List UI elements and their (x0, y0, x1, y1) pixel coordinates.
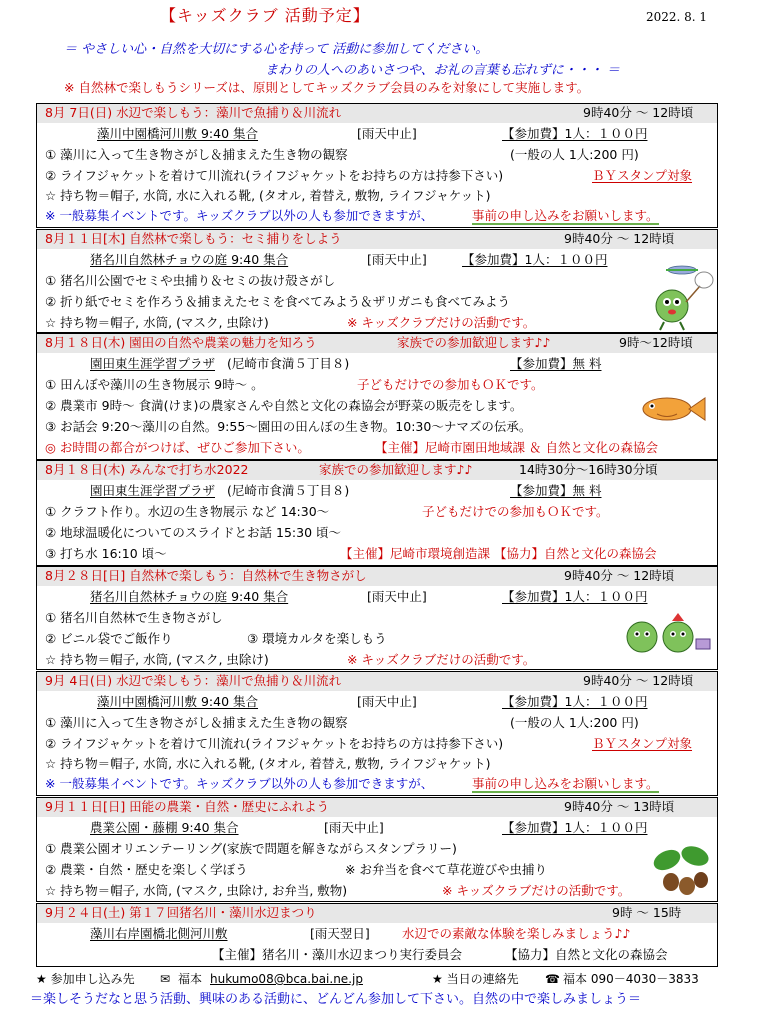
email-link[interactable]: hukumo08@bca.bai.ne.jp (210, 972, 363, 986)
event-place: 猪名川自然林チョウの庭 9:40 集合 (90, 252, 289, 267)
event-sep-11 (36, 797, 718, 902)
event-aug-7 (36, 103, 718, 228)
event-organizer: 【主催】猪名川・藻川水辺まつり実行委員会 (212, 947, 463, 962)
intro-line-2: まわりの人へのあいさつや、お礼の言葉も忘れずに・・・ ＝ (265, 63, 620, 78)
event-fee-general: (一般の人 1人:200 円) (510, 715, 639, 730)
event-line-1: ① 猪名川公園でセミや虫捕り＆セミの抜け殻さがし (45, 273, 336, 288)
event-line-2: ② ライフジャケットを着けて川流れ(ライフジャケットをお持ちの方は持参下さい) (45, 736, 504, 751)
page-title: 【キッズクラブ 活動予定】 (160, 6, 370, 25)
event-fee: 【参加費】1人：１００円 (502, 820, 648, 835)
event-heading: 9月２４日(土) 第１７回猪名川・藻川水辺まつり (45, 905, 317, 920)
event-tagline: 水辺での素敵な体験を楽しみましょう♪♪ (402, 926, 631, 941)
event-line-3: ☆ 持ち物＝帽子, 水筒, (マスク, 虫除け) (45, 315, 269, 330)
event-sep-24 (36, 903, 718, 967)
event-place: 猪名川自然林チョウの庭 9:40 集合 (90, 589, 289, 604)
event-place-address: (尼崎市食満５丁目８) (227, 483, 350, 498)
event-line-1: ① 猪名川自然林で生き物さがし (45, 610, 223, 625)
event-time: 9時40分 ～ 12時頃 (564, 231, 675, 246)
event-kids-only: ※ キッズクラブだけの活動です。 (347, 315, 536, 330)
event-line-3: ③ 打ち水 16:10 頃～ (45, 546, 167, 561)
event-rain: [雨天中止] (357, 126, 417, 141)
event-place: 藻川右岸園橋北側河川敷 (90, 926, 228, 941)
event-kids-ok: 子どもだけでの参加もＯＫです。 (422, 504, 609, 519)
event-heading: 8月２８日[日] 自然林で楽しもう：自然林で生き物さがし (45, 568, 367, 583)
by-stamp-label: ＢＹスタンプ対象 (592, 168, 693, 183)
event-line-1: ① クラフト作り。水辺の生き物展示 など 14:30～ (45, 504, 330, 519)
event-sep-4 (36, 671, 718, 796)
event-line-2: ② ライフジャケットを着けて川流れ(ライフジャケットをお持ちの方は持参下さい) (45, 168, 504, 183)
event-line-4-highlight: 事前の申し込みをお願いします。 (472, 776, 659, 791)
event-heading: 8月１８日(木) みんなで打ち水2022 (45, 462, 249, 477)
event-kids-only: ※ キッズクラブだけの活動です。 (442, 883, 631, 898)
event-time: 9時40分 ～ 12時頃 (583, 673, 694, 688)
event-heading: 9月１１日[日] 田能の農業・自然・歴史にふれよう (45, 799, 330, 814)
event-time: 14時30分～16時30分頃 (519, 462, 658, 477)
event-line-3: ③ お話会 9:20～藻川の自然。9:55～園田の田んぼの生き物。10:30～ナマズの伝承。 (45, 419, 532, 434)
event-line-3: ☆ 持ち物＝帽子, 水筒, (マスク, 虫除け) (45, 652, 269, 667)
event-line-3: ☆ 持ち物＝帽子, 水筒, 水に入れる靴, (タオル, 着替え, 敷物, ライフジャケット) (45, 188, 491, 203)
intro-line-1: ＝ やさしい心・自然を大切にする心を持って 活動に参加してください。 (64, 42, 489, 57)
event-line-4-highlight: 事前の申し込みをお願いします。 (472, 208, 659, 223)
dragonfly-kid-illustration (642, 252, 714, 332)
event-family-welcome: 家族での参加歓迎します♪♪ (319, 462, 473, 477)
phone-icon: ☎ (545, 972, 560, 986)
closing-message: ＝楽しそうだなと思う活動、興味のある活動に、どんどん参加して下さい。自然の中で楽しみましょう＝ (30, 992, 642, 1007)
contact-phone: 福本 090－4030－3833 (563, 972, 699, 986)
event-line-2: ② 地球温暖化についてのスライドとお話 15:30 頃～ (45, 525, 342, 540)
issue-date: 2022. 8. 1 (646, 10, 708, 24)
event-time: 9時40分 ～ 12時頃 (583, 105, 694, 120)
event-rain: [雨天中止] (367, 252, 427, 267)
event-line-2: ② 農業・自然・歴史を楽しく学ぼう (45, 862, 248, 877)
event-organizer: 【主催】尼崎市園田地域課 ＆ 自然と文化の森協会 (375, 440, 658, 455)
event-place: 藻川中園橋河川敷 9:40 集合 (97, 694, 259, 709)
event-line-1: ① 田んぼや藻川の生き物展示 9時～ 。 (45, 377, 264, 392)
mail-icon: ✉ (160, 972, 171, 986)
event-place: 園田東生涯学習プラザ (90, 483, 216, 498)
event-line-4: ◎ お時間の都合がつけば、ぜひご参加下さい。 (45, 440, 310, 455)
event-line-2: ② 農業市 9時～ 食満(けま)の農家さんや自然と文化の森協会が野菜の販売をします。 (45, 398, 523, 413)
series-note: ※ 自然林で楽しもうシリーズは、原則としてキッズクラブ会員のみを対象にして実施します。 (64, 80, 590, 95)
event-time: 9時 ～ 15時 (612, 905, 682, 920)
event-rain: [雨天翌日] (310, 926, 370, 941)
event-heading: 8月１８日(木) 園田の自然や農業の魅力を知ろう (45, 335, 317, 350)
contact-label: ★ 当日の連絡先 (432, 972, 519, 986)
event-kids-only: ※ キッズクラブだけの活動です。 (347, 652, 536, 667)
event-line-1: ① 農業公園オリエンテーリング(家族で問題を解きながらスタンプラリー) (45, 841, 457, 856)
apply-name: 福本 (178, 972, 203, 986)
event-fee: 【参加費】無 料 (510, 356, 602, 371)
event-line-2b: ③ 環境カルタを楽しもう (247, 631, 387, 646)
event-heading: 8月 7日(日) 水辺で楽しもう：藻川で魚捕り＆川流れ (45, 105, 342, 120)
event-line-2: ② 折り紙でセミを作ろう＆捕まえたセミを食べてみよう＆ザリガニも食べてみよう (45, 294, 511, 309)
event-aug-11 (36, 229, 718, 333)
by-stamp-label: ＢＹスタンプ対象 (592, 736, 693, 751)
event-line-1: ① 藻川に入って生き物さがし＆捕まえた生き物の観察 (45, 147, 348, 162)
event-kids-ok: 子どもだけでの参加もＯＫです。 (357, 377, 544, 392)
kids-illustration (622, 611, 714, 661)
event-fee-general: (一般の人 1人:200 円) (510, 147, 639, 162)
event-rain: [雨天中止] (367, 589, 427, 604)
apply-label: ★ 参加申し込み先 (36, 972, 135, 986)
event-time: 9時40分 ～ 13時頃 (564, 799, 675, 814)
fish-illustration (635, 392, 707, 426)
event-fee: 【参加費】1人：１００円 (502, 694, 648, 709)
event-fee: 【参加費】1人：１００円 (502, 589, 648, 604)
event-rain: [雨天中止] (357, 694, 417, 709)
event-line-3: ☆ 持ち物＝帽子, 水筒, (マスク, 虫除け, お弁当, 敷物) (45, 883, 348, 898)
acorns-leaves-illustration (651, 844, 715, 898)
event-place-address: (尼崎市食満５丁目８) (227, 356, 350, 371)
event-line-4: ※ 一般募集イベントです。キッズクラブ以外の人も参加できますが、 (45, 776, 434, 791)
event-line-3: ☆ 持ち物＝帽子, 水筒, 水に入れる靴, (タオル, 着替え, 敷物, ライフジャケット) (45, 756, 491, 771)
event-place: 農業公園・藤棚 9:40 集合 (90, 820, 239, 835)
event-rain: [雨天中止] (324, 820, 384, 835)
event-line-1: ① 藻川に入って生き物さがし＆捕まえた生き物の観察 (45, 715, 348, 730)
event-aug-18-uchimizu (36, 460, 718, 566)
event-time: 9時～12時頃 (619, 335, 693, 350)
event-aug-18-sonoda (36, 333, 718, 460)
event-fee: 【参加費】無 料 (510, 483, 602, 498)
event-cooperation: 【協力】自然と文化の森協会 (505, 947, 668, 962)
event-organizer: 【主催】尼崎市環境創造課 【協力】自然と文化の森協会 (340, 546, 657, 561)
event-family-welcome: 家族での参加歓迎します♪♪ (397, 335, 551, 350)
event-place: 園田東生涯学習プラザ (90, 356, 216, 371)
event-heading: 8月１１日[木] 自然林で楽しもう：セミ捕りをしよう (45, 231, 342, 246)
event-aug-28 (36, 566, 718, 670)
event-heading: 9月 4日(日) 水辺で楽しもう：藻川で魚捕り＆川流れ (45, 673, 342, 688)
event-place: 藻川中園橋河川敷 9:40 集合 (97, 126, 259, 141)
event-time: 9時40分 ～ 12時頃 (564, 568, 675, 583)
event-line-4: ※ 一般募集イベントです。キッズクラブ以外の人も参加できますが、 (45, 208, 434, 223)
event-line-2: ② ビニル袋でご飯作り (45, 631, 173, 646)
event-fee: 【参加費】1人：１００円 (462, 252, 608, 267)
event-fee: 【参加費】1人：１００円 (502, 126, 648, 141)
event-line-2b: ※ お弁当を食べて草花遊びや虫捕り (345, 862, 547, 877)
